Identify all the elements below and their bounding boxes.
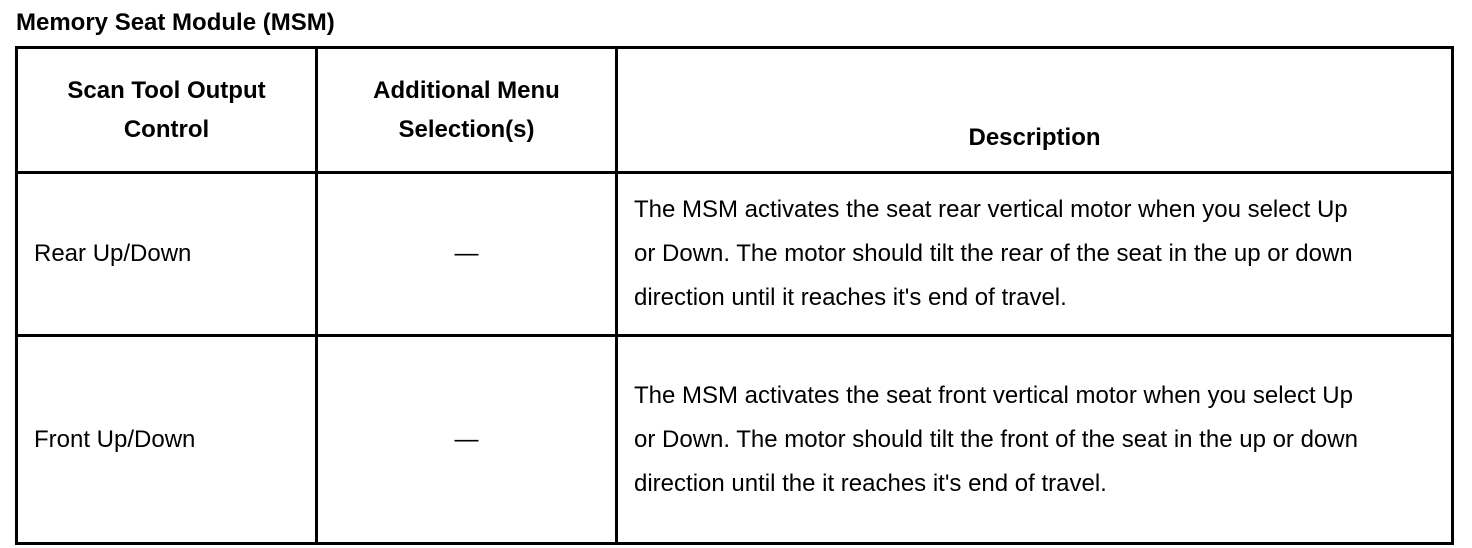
control-cell: Front Up/Down xyxy=(17,336,317,544)
control-cell: Rear Up/Down xyxy=(17,173,317,336)
page-title: Memory Seat Module (MSM) xyxy=(16,9,335,36)
description-cell xyxy=(617,173,1453,336)
menu-selection-cell: — xyxy=(317,336,617,544)
table-header-row xyxy=(17,48,1453,173)
msm-output-control-table xyxy=(15,46,1454,545)
table-row xyxy=(17,336,1453,544)
table-row xyxy=(17,173,1453,336)
description-text: The MSM activates the seat front vertical motor when you select Up or Down. The motor should tilt the front of the seat in the up or down direction until the it reaches it's end of travel. xyxy=(634,381,1358,497)
description-cell xyxy=(617,336,1453,544)
header-additional-menu-selections xyxy=(317,48,617,173)
header-control-label: Scan Tool Output Control xyxy=(67,77,266,143)
header-menu-label: Additional Menu Selection(s) xyxy=(373,77,560,143)
menu-selection-cell: — xyxy=(317,173,617,336)
header-scan-tool-output-control xyxy=(17,48,317,173)
description-text: The MSM activates the seat rear vertical motor when you select Up or Down. The motor should tilt the rear of the seat in the up or down direction until it reaches it's end of travel. xyxy=(634,196,1353,311)
header-description: Description xyxy=(617,48,1453,173)
